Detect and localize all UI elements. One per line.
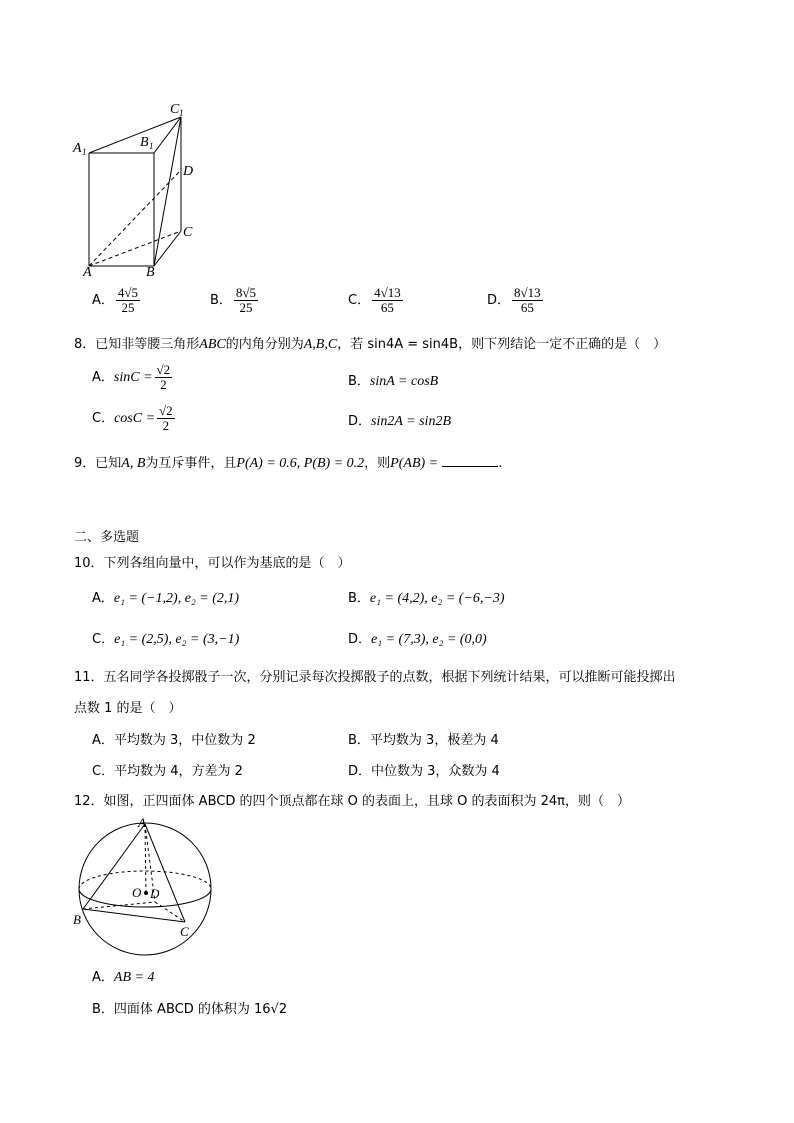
q11-option-a[interactable]: A．平均数为 3，中位数为 2 — [92, 733, 256, 748]
q11-option-b[interactable]: B．平均数为 3，极差为 4 — [348, 733, 499, 748]
q7-option-d[interactable]: D． $\frac{8√13}{65}$ — [487, 285, 541, 315]
q7-option-a[interactable]: A． $\frac{4√5}{25}$ — [92, 285, 139, 315]
label-A: A — [83, 265, 92, 280]
label-A1: A — [73, 141, 82, 156]
label-B: B — [73, 912, 81, 927]
label-C: C — [180, 924, 189, 939]
q7-option-c[interactable]: C． $\frac{4√13}{65}$ — [348, 285, 401, 315]
label-O: O — [132, 885, 142, 900]
prism-figure — [70, 98, 210, 280]
q9-answer-blank[interactable] — [442, 454, 498, 467]
q11-option-c[interactable]: C．平均数为 4，方差为 2 — [92, 764, 243, 779]
q10-stem: 10．下列各组向量中，可以作为基底的是（ ） — [74, 556, 351, 571]
label-C: C — [183, 225, 193, 240]
section-title-multiple-choice: 二、多选题 — [74, 530, 140, 545]
label-C1: C — [170, 102, 180, 117]
label-B1: B — [140, 135, 149, 150]
q12-option-b[interactable]: B．四面体 ABCD 的体积为 16√2 — [92, 1002, 288, 1017]
q11-stem-line2: 点数 1 的是（ ） — [74, 701, 182, 716]
q10-option-c[interactable]: C．e₁ = (2,5), e₂ = (3,−1) — [92, 632, 240, 647]
label-A: A — [138, 815, 146, 830]
q8-option-b[interactable]: B．sinA = cosB — [348, 374, 439, 389]
label-B: B — [146, 265, 155, 280]
q9-stem: 9．已知A, B为互斥事件，且P(A) = 0.6, P(B) = 0.2，则P(AB) = . — [74, 456, 503, 471]
q11-stem-line1: 11．五名同学各投掷骰子一次，分别记录每次投掷骰子的点数，根据下列统计结果，可以推断可能投掷出 — [74, 670, 676, 685]
label-C1-sub: 1 — [179, 108, 184, 118]
q8-option-c[interactable]: C．cosC = $\frac{√2}{2}$ — [92, 403, 173, 433]
q11-option-d[interactable]: D．中位数为 3，众数为 4 — [348, 764, 500, 779]
q10-option-a[interactable]: A．e₁ = (−1,2), e₂ = (2,1) — [92, 591, 240, 606]
q10-option-d[interactable]: D．e₁ = (7,3), e₂ = (0,0) — [348, 632, 487, 647]
q12-option-a[interactable]: A．AB = 4 — [92, 970, 155, 985]
q12-stem: 12．如图，正四面体 ABCD 的四个顶点都在球 O 的表面上，且球 O 的表面积为 24π，则（ ） — [74, 794, 630, 809]
q8-option-d[interactable]: D．sin2A = sin2B — [348, 414, 451, 429]
q10-option-b[interactable]: B．e₁ = (4,2), e₂ = (−6,−3) — [348, 591, 505, 606]
label-A1-sub: 1 — [82, 147, 87, 157]
q7-option-b[interactable]: B． $\frac{8√5}{25}$ — [210, 285, 257, 315]
label-B1-sub: 1 — [149, 141, 154, 151]
label-D: D — [150, 886, 160, 901]
q8-option-a[interactable]: A．sinC = $\frac{√2}{2}$ — [92, 362, 171, 392]
label-D: D — [183, 164, 194, 179]
sphere-figure — [70, 812, 220, 960]
q8-stem: 8．已知非等腰三角形ABC的内角分别为A,B,C，若 sin4A = sin4B，则下列结论一定不正确的是（ ） — [74, 337, 667, 352]
